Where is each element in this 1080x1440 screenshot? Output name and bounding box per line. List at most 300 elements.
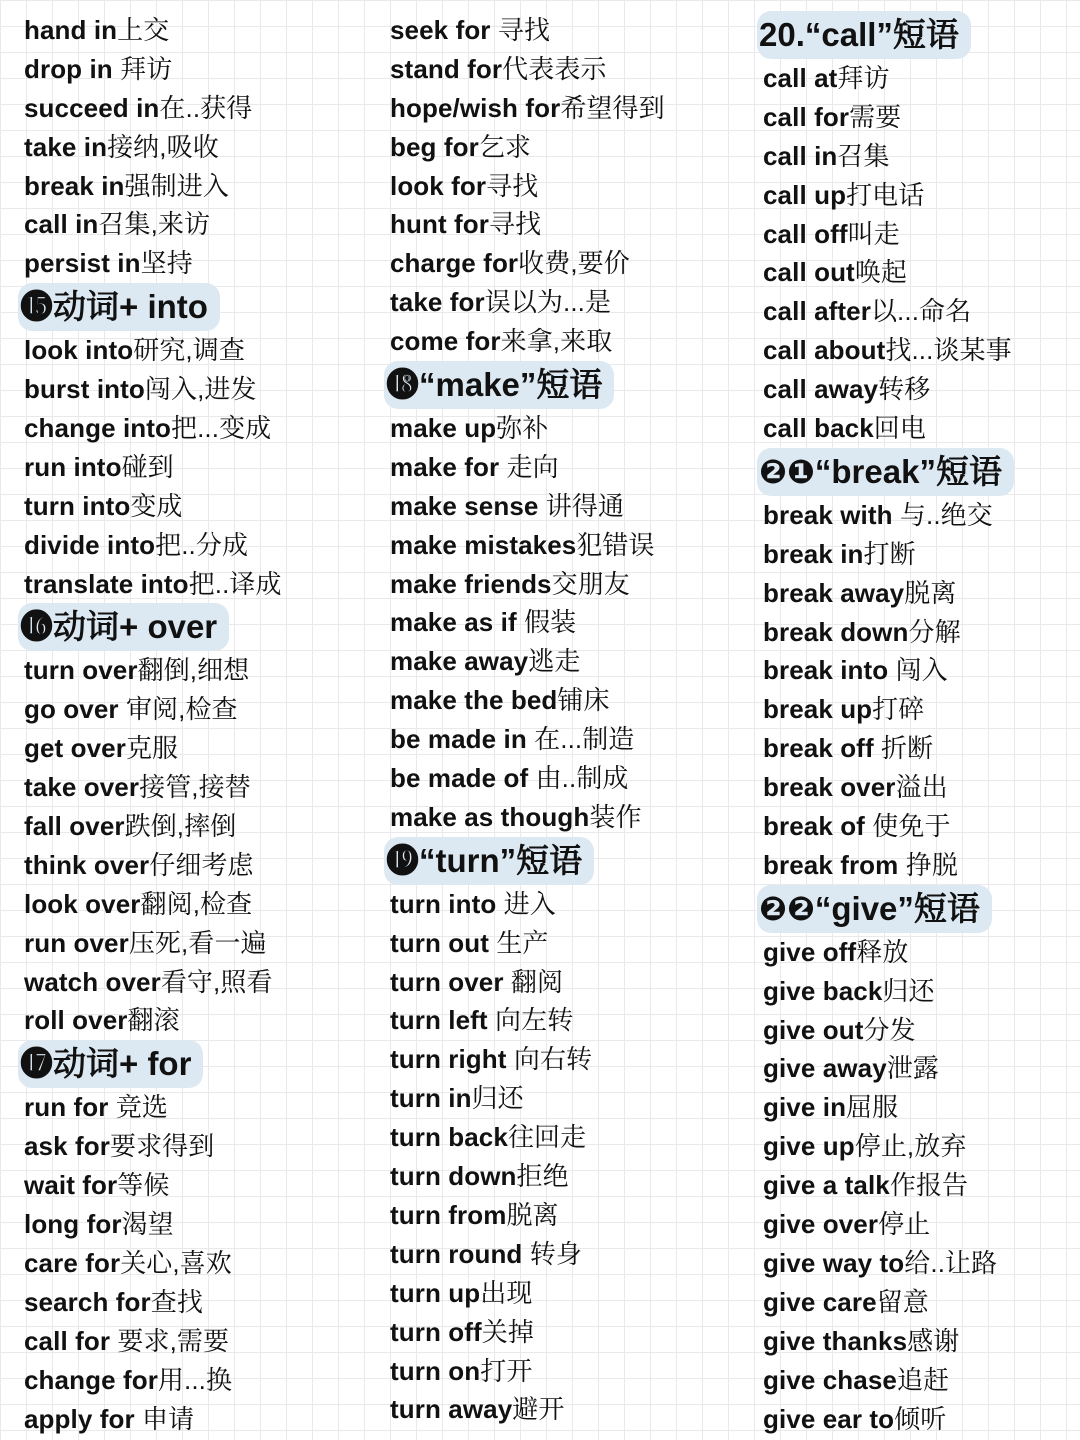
phrase-chinese: 寻找 (486, 170, 539, 201)
phrase-entry (763, 215, 1073, 254)
phrase-chinese: 分发 (863, 1014, 916, 1045)
phrase-entry (24, 1361, 369, 1400)
phrase-english: make the bed (390, 685, 558, 716)
phrase-english: fall over (24, 811, 125, 842)
phrase-chinese: 需要 (849, 101, 902, 132)
section-heading-wrap (20, 603, 369, 651)
phrase-english: divide into (24, 529, 156, 560)
phrase-chinese: 跌倒,摔倒 (124, 811, 237, 842)
phrase-chinese: 拜访 (120, 53, 173, 84)
phrase-english: break in (763, 538, 864, 569)
phrase-entry (24, 1166, 369, 1205)
column-3 (759, 11, 1073, 1438)
phrase-english: break up (763, 694, 873, 725)
phrase-entry (390, 205, 740, 244)
phrase-chinese: 走向 (506, 451, 559, 482)
phrase-entry (390, 1274, 740, 1313)
phrase-chinese: 释放 (856, 936, 909, 967)
phrase-entry (24, 1400, 369, 1439)
phrase-chinese: 与..绝交 (899, 499, 993, 530)
phrase-entry (763, 690, 1073, 729)
phrase-entry (24, 370, 369, 409)
phrase-chinese: 拜访 (837, 63, 890, 93)
phrase-entry (390, 1313, 740, 1352)
phrase-entry (763, 1049, 1073, 1088)
phrase-english: care for (24, 1247, 121, 1278)
phrase-entry (24, 128, 369, 167)
phrase-entry (24, 885, 369, 924)
phrase-entry (24, 487, 369, 526)
phrase-chinese: 避开 (512, 1394, 565, 1425)
phrase-entry (390, 798, 740, 837)
phrase-entry (763, 1244, 1073, 1283)
phrase-entry (763, 933, 1073, 972)
phrase-english: hope/wish for (390, 92, 561, 123)
phrase-english: call out (763, 257, 855, 288)
phrase-chinese: 以...命名 (870, 296, 972, 327)
phrase-entry (24, 205, 369, 244)
phrase-chinese: 收费,要价 (518, 248, 630, 279)
phrase-chinese: 关心,喜欢 (120, 1247, 232, 1278)
phrase-chinese: 寻找 (497, 15, 551, 45)
phrase-english: turn into (390, 888, 504, 919)
phrase-english: make up (390, 413, 497, 444)
column-2 (386, 11, 740, 1429)
phrase-english: watch over (24, 966, 161, 997)
phrase-english: look into (24, 335, 134, 366)
phrase-english: break of (763, 811, 873, 842)
phrase-entry (390, 720, 740, 759)
phrase-english: drop in (24, 53, 121, 84)
phrase-entry (390, 759, 740, 798)
phrase-english: turn in (390, 1083, 472, 1114)
phrase-entry (390, 642, 740, 681)
phrase-entry (24, 807, 369, 846)
phrase-chinese: 把...变成 (171, 413, 272, 444)
phrase-chinese: 转身 (529, 1238, 582, 1269)
phrase-entry (390, 1079, 740, 1118)
phrase-chinese: 坚持 (140, 248, 193, 279)
phrase-chinese: 翻滚 (127, 1005, 180, 1036)
phrase-chinese: 竞选 (115, 1092, 168, 1123)
phrase-english: be made of (390, 763, 536, 794)
column-1 (20, 11, 369, 1438)
phrase-chinese: 屈服 (846, 1092, 899, 1123)
phrase-chinese: 装作 (589, 801, 642, 832)
phrase-chinese: 闯入 (895, 655, 948, 686)
section-heading-wrap (20, 283, 369, 331)
phrase-english: make mistakes (390, 529, 577, 560)
phrase-chinese: 出现 (480, 1277, 533, 1308)
phrase-entry (24, 1283, 369, 1322)
phrase-english: think over (24, 849, 150, 880)
phrase-entry (24, 526, 369, 565)
phrase-chinese: 倾听 (894, 1403, 947, 1434)
phrase-english: call in (24, 209, 99, 240)
phrase-chinese: 碰到 (121, 451, 174, 482)
section-heading-wrap (386, 361, 740, 409)
phrase-entry (390, 89, 740, 128)
phrase-chinese: 翻阅,检查 (140, 888, 253, 919)
phrase-chinese: 折断 (881, 733, 934, 764)
phrase-english: give away (763, 1053, 887, 1084)
phrase-entry (390, 1040, 740, 1079)
phrase-entry (763, 331, 1073, 370)
phrase-chinese: 泄露 (886, 1053, 939, 1084)
phrase-entry (24, 846, 369, 885)
section-heading: ⓰动词+ over (18, 603, 229, 651)
phrase-english: take for (390, 287, 485, 318)
phrase-english: turn into (24, 490, 131, 521)
phrase-english: break off (763, 733, 882, 764)
phrase-entry (24, 963, 369, 1002)
phrase-english: turn from (390, 1199, 507, 1230)
phrase-chinese: 强制进入 (124, 170, 229, 201)
phrase-entry (763, 176, 1073, 215)
phrase-entry (24, 690, 369, 729)
phrase-chinese: 生产 (496, 927, 549, 958)
phrase-chinese: 审阅,检查 (125, 694, 238, 725)
phrase-entry (24, 448, 369, 487)
phrase-entry (763, 729, 1073, 768)
phrase-chinese: 转移 (878, 374, 931, 405)
phrase-entry (763, 1361, 1073, 1400)
phrase-chinese: 来拿,来取 (500, 326, 613, 357)
phrase-entry (24, 729, 369, 768)
phrase-chinese: 查找 (150, 1286, 203, 1317)
phrase-chinese: 乞求 (478, 131, 532, 162)
phrase-english: turn right (390, 1044, 514, 1075)
phrase-chinese: 渴望 (121, 1209, 174, 1240)
phrase-entry (24, 409, 369, 448)
phrase-entry (763, 1166, 1073, 1205)
phrase-chinese: 翻阅 (510, 966, 564, 997)
phrase-english: seek for (390, 15, 498, 45)
phrase-entry (763, 1283, 1073, 1322)
phrase-chinese: 把..分成 (155, 529, 249, 560)
phrase-chinese: 仔细考虑 (149, 849, 254, 880)
phrase-entry (390, 50, 740, 89)
phrase-entry (24, 924, 369, 963)
phrase-english: apply for (24, 1403, 143, 1434)
phrase-english: break in (24, 170, 125, 201)
phrase-chinese: 用...换 (157, 1364, 233, 1395)
phrase-entry (763, 1088, 1073, 1127)
phrase-chinese: 关掉 (481, 1316, 534, 1347)
phrase-english: break over (763, 772, 896, 803)
phrase-english: turn over (390, 966, 511, 997)
phrase-entry (390, 1352, 740, 1391)
phrase-chinese: 向左转 (495, 1005, 574, 1036)
phrase-entry (390, 1390, 740, 1429)
phrase-entry (390, 1157, 740, 1196)
section-heading: ⓯动词+ into (18, 283, 220, 331)
phrase-chinese: 召集 (837, 140, 890, 171)
phrase-entry (390, 1001, 740, 1040)
phrase-english: hunt for (390, 209, 489, 240)
phrase-entry (763, 370, 1073, 409)
phrase-english: call for (763, 101, 850, 132)
phrase-chinese: 打碎 (872, 694, 925, 725)
phrase-entry (763, 1011, 1073, 1050)
phrase-entry (763, 59, 1073, 98)
phrase-chinese: 克服 (125, 733, 179, 764)
phrase-english: give back (763, 975, 883, 1006)
phrase-english: break away (763, 577, 905, 608)
phrase-chinese: 由..制成 (535, 763, 629, 794)
phrase-chinese: 变成 (130, 490, 183, 521)
phrase-english: ask for (24, 1131, 110, 1162)
phrase-english: get over (24, 733, 126, 764)
phrase-chinese: 要求得到 (109, 1131, 215, 1162)
phrase-english: break from (763, 849, 906, 880)
section-heading-wrap (20, 1040, 369, 1088)
phrase-english: make for (390, 451, 507, 482)
phrase-chinese: 希望得到 (560, 92, 665, 123)
phrase-entry (390, 244, 740, 283)
phrase-chinese: 打开 (480, 1355, 533, 1386)
phrase-english: burst into (24, 374, 145, 405)
phrase-entry (24, 50, 369, 89)
phrase-entry (390, 565, 740, 604)
phrase-english: go over (24, 694, 126, 725)
phrase-entry (390, 448, 740, 487)
phrase-chinese: 交朋友 (551, 568, 630, 599)
phrase-english: make as if (390, 607, 525, 638)
phrase-chinese: 给..让路 (904, 1247, 998, 1278)
section-heading-wrap (386, 837, 740, 885)
phrase-chinese: 作报告 (889, 1170, 969, 1201)
phrase-chinese: 进入 (503, 888, 556, 919)
phrase-chinese: 溢出 (895, 772, 948, 803)
phrase-chinese: 召集,来访 (98, 209, 211, 240)
phrase-english: call off (763, 218, 848, 249)
phrase-entry (24, 167, 369, 206)
phrase-chinese: 拒绝 (516, 1161, 569, 1192)
phrase-english: turn away (390, 1394, 513, 1425)
phrase-entry (763, 98, 1073, 137)
phrase-english: take over (24, 772, 140, 803)
section-heading: ⓳“turn”短语 (384, 837, 594, 885)
phrase-chinese: 停止 (878, 1209, 931, 1240)
phrase-chinese: 接纳,吸收 (107, 131, 219, 162)
phrase-entry (24, 1127, 369, 1166)
phrase-chinese: 翻倒,细想 (137, 655, 250, 686)
phrase-english: run for (24, 1092, 116, 1123)
phrase-entry (390, 885, 740, 924)
phrase-english: give care (763, 1286, 877, 1317)
phrase-entry (763, 846, 1073, 885)
section-heading: ❷❶“break”短语 (757, 448, 1014, 496)
phrase-chinese: 往回走 (507, 1122, 587, 1153)
phrase-entry (763, 807, 1073, 846)
phrase-chinese: 打断 (863, 538, 916, 569)
phrase-chinese: 挣脱 (905, 849, 958, 880)
phrase-english: call at (763, 63, 838, 93)
phrase-entry (390, 1196, 740, 1235)
phrase-english: call for (24, 1325, 118, 1356)
phrase-chinese: 看守,照看 (160, 966, 273, 997)
phrase-chinese: 假装 (524, 607, 577, 638)
phrase-entry (390, 283, 740, 322)
phrase-chinese: 等候 (117, 1170, 170, 1201)
phrase-chinese: 在..获得 (159, 92, 253, 123)
phrase-entry (390, 128, 740, 167)
phrase-english: turn left (390, 1005, 495, 1036)
phrase-english: stand for (390, 53, 503, 84)
phrase-entry (390, 322, 740, 361)
phrase-english: call up (763, 179, 847, 210)
phrase-entry (24, 651, 369, 690)
phrase-english: turn down (390, 1161, 517, 1192)
phrase-english: look over (24, 888, 141, 919)
phrase-entry (390, 681, 740, 720)
phrase-english: give ear to (763, 1403, 895, 1434)
phrase-entry (763, 1322, 1073, 1361)
phrase-chinese: 闯入,进发 (144, 374, 257, 405)
phrase-english: break with (763, 499, 900, 530)
phrase-chinese: 把..译成 (188, 568, 282, 599)
phrase-english: succeed in (24, 92, 160, 123)
phrase-english: long for (24, 1209, 122, 1240)
phrase-entry (763, 137, 1073, 176)
phrase-chinese: 要求,需要 (117, 1325, 230, 1356)
phrase-chinese: 铺床 (557, 685, 610, 716)
phrase-english: give out (763, 1014, 864, 1045)
phrase-entry (763, 1205, 1073, 1244)
phrase-english: call after (763, 296, 871, 327)
phrase-chinese: 研究,调查 (133, 335, 245, 366)
phrase-entry (390, 526, 740, 565)
phrase-chinese: 逃走 (528, 646, 581, 677)
phrase-chinese: 感谢 (907, 1325, 960, 1356)
phrase-english: give chase (763, 1364, 897, 1395)
phrase-chinese: 分解 (908, 616, 961, 647)
phrase-entry (763, 409, 1073, 448)
phrase-english: roll over (24, 1005, 128, 1036)
phrase-entry (390, 924, 740, 963)
phrase-entry (390, 487, 740, 526)
phrase-entry (763, 1400, 1073, 1439)
phrase-english: turn round (390, 1238, 530, 1269)
phrase-english: break down (763, 616, 909, 647)
phrase-entry (763, 768, 1073, 807)
phrase-english: call about (763, 335, 886, 366)
phrase-english: run into (24, 451, 122, 482)
phrase-english: come for (390, 326, 501, 357)
section-heading: ⓲“make”短语 (384, 361, 614, 409)
phrase-english: give in (763, 1092, 847, 1123)
phrase-chinese: 上交 (117, 15, 170, 45)
phrase-english: call back (763, 413, 874, 444)
phrase-chinese: 唤起 (854, 257, 908, 288)
phrase-chinese: 归还 (471, 1083, 524, 1114)
phrase-chinese: 叫走 (847, 218, 900, 249)
phrase-english: change into (24, 413, 171, 444)
phrase-entry (24, 1088, 369, 1127)
phrase-english: make as though (390, 801, 590, 832)
phrase-entry (24, 11, 369, 50)
phrase-chinese: 停止,放弃 (854, 1131, 967, 1162)
phrase-english: make sense (390, 490, 546, 521)
phrase-entry (390, 1118, 740, 1157)
phrase-chinese: 接管,接替 (139, 772, 251, 803)
phrase-chinese: 脱离 (506, 1199, 559, 1230)
phrase-entry (24, 1244, 369, 1283)
phrase-english: run over (24, 927, 129, 958)
phrase-english: turn over (24, 655, 138, 686)
phrase-chinese: 找...谈某事 (885, 335, 1012, 366)
section-heading-wrap (759, 448, 1073, 496)
phrase-entry (763, 496, 1073, 535)
phrase-entry (24, 89, 369, 128)
phrase-chinese: 使免于 (872, 811, 951, 842)
phrase-english: turn out (390, 927, 497, 958)
phrase-entry (24, 1205, 369, 1244)
phrase-english: give thanks (763, 1325, 908, 1356)
phrase-entry (763, 292, 1073, 331)
phrase-chinese: 回电 (873, 413, 926, 444)
phrase-chinese: 申请 (142, 1403, 195, 1434)
phrase-chinese: 归还 (882, 975, 935, 1006)
section-heading-wrap (759, 11, 1073, 59)
section-heading-wrap (759, 885, 1073, 933)
phrase-entry (763, 535, 1073, 574)
phrase-chinese: 压死,看一遍 (128, 927, 267, 958)
phrase-chinese: 在...制造 (534, 724, 635, 755)
phrase-english: give off (763, 936, 857, 967)
phrase-entry (390, 1235, 740, 1274)
phrase-english: be made in (390, 724, 535, 755)
phrase-entry (390, 11, 740, 50)
section-heading: ❷❷“give”短语 (757, 885, 992, 933)
phrase-entry (763, 651, 1073, 690)
phrase-english: call away (763, 374, 879, 405)
phrase-english: change for (24, 1364, 158, 1395)
phrase-entry (763, 253, 1073, 292)
phrase-chinese: 打电话 (846, 179, 925, 210)
phrase-entry (763, 613, 1073, 652)
phrase-entry (390, 409, 740, 448)
phrase-english: charge for (390, 248, 519, 279)
phrase-entry (763, 1127, 1073, 1166)
phrase-english: give way to (763, 1247, 905, 1278)
phrase-english: turn back (390, 1122, 508, 1153)
phrase-chinese: 脱离 (904, 577, 957, 608)
phrase-entry (390, 603, 740, 642)
phrase-entry (24, 565, 369, 604)
phrase-english: give a talk (763, 1170, 890, 1201)
phrase-chinese: 向右转 (513, 1044, 593, 1075)
phrase-english: turn up (390, 1277, 481, 1308)
phrase-entry (24, 1001, 369, 1040)
phrase-entry (24, 768, 369, 807)
phrase-english: hand in (24, 15, 118, 45)
phrase-entry (24, 331, 369, 370)
phrase-chinese: 弥补 (496, 413, 549, 444)
phrase-chinese: 留意 (876, 1286, 929, 1317)
phrase-english: break into (763, 655, 896, 686)
phrase-chinese: 寻找 (489, 209, 542, 240)
phrase-entry (763, 574, 1073, 613)
phrase-english: make away (390, 646, 529, 677)
phrase-chinese: 犯错误 (576, 529, 655, 560)
phrase-chinese: 追赶 (896, 1364, 950, 1395)
phrase-english: translate into (24, 568, 189, 599)
phrase-english: give up (763, 1131, 855, 1162)
phrase-english: beg for (390, 131, 479, 162)
phrase-entry (390, 963, 740, 1002)
